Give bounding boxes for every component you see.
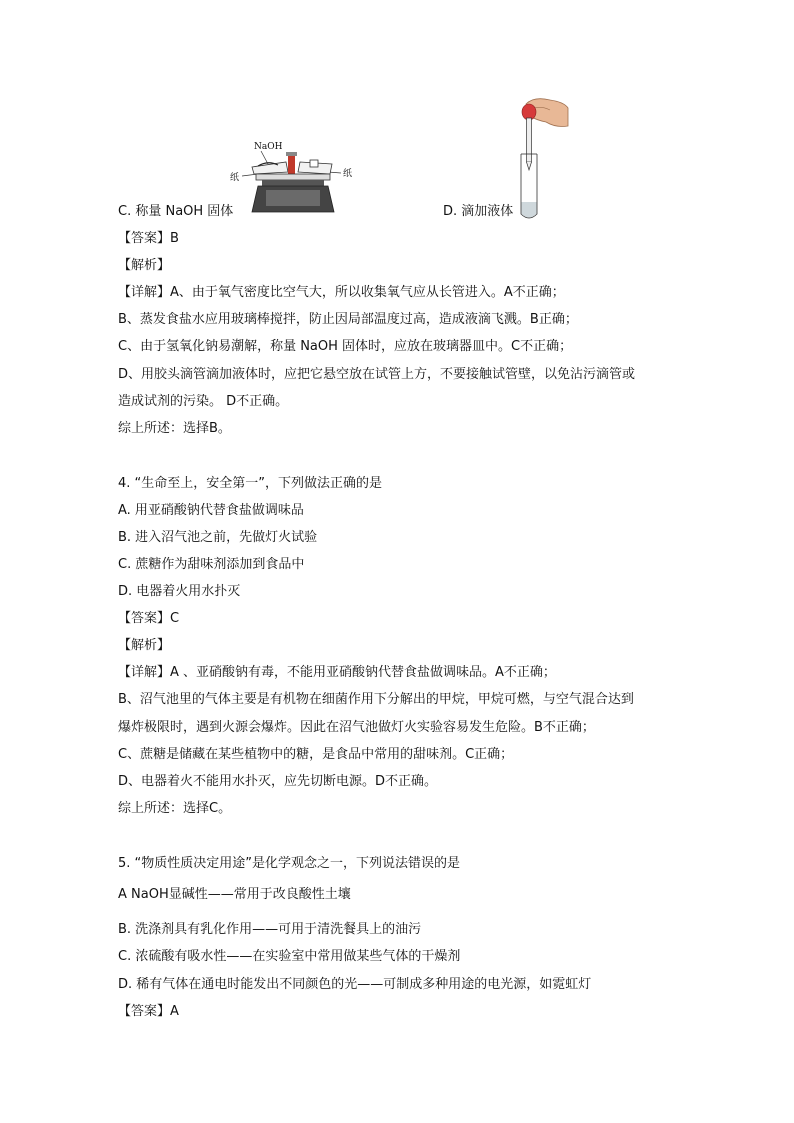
q3-detail-line: 【详解】A、由于氧气密度比空气大，所以收集氧气应从长管进入。A不正确； — [118, 285, 565, 300]
figure-c-caption: C. 称量 NaOH 固体 — [118, 204, 234, 219]
q4-detail-line: 【详解】A 、亚硝酸钠有毒，不能用亚硝酸钠代替食盐做调味品。A不正确； — [118, 665, 556, 680]
q5-option-a: A NaOH显碱性——常用于改良酸性土壤 — [118, 887, 351, 902]
figure-d-caption: D. 滴加液体 — [443, 204, 514, 219]
q5-option-b: B. 洗涤剂具有乳化作用——可用于清洗餐具上的油污 — [118, 922, 422, 937]
q3-detail-line: 造成试剂的污染。 D不正确。 — [118, 394, 289, 409]
naoh-label: NaOH — [254, 142, 283, 152]
q4-option-d: D. 电器着火用水扑灭 — [118, 584, 241, 599]
paper-label-left: 纸 — [230, 173, 240, 183]
q5-stem: 5. “物质性质决定用途”是化学观念之一，下列说法错误的是 — [118, 856, 461, 871]
q4-detail-line: 爆炸极限时，遇到火源会爆炸。因此在沼气池做灯火实验容易发生危险。B不正确； — [118, 720, 595, 735]
balance-figure — [228, 140, 358, 220]
q3-detail-line: D、用胶头滴管滴加液体时，应把它悬空放在试管上方，不要接触试管壁，以免沾污滴管或 — [118, 367, 636, 382]
q3-detail-line: B、蒸发食盐水应用玻璃棒搅拌，防止因局部温度过高，造成液滴飞溅。B正确； — [118, 312, 578, 327]
paper-label-right: 纸 — [343, 169, 353, 179]
q4-detail-line: C、蔗糖是储藏在某些植物中的糖，是食品中常用的甜味剂。C正确； — [118, 747, 514, 762]
q5-answer: 【答案】A — [118, 1004, 179, 1019]
q4-option-c: C. 蔗糖作为甜味剂添加到食品中 — [118, 557, 305, 572]
q3-analysis-heading: 【解析】 — [118, 258, 171, 273]
dropper-figure — [512, 96, 572, 224]
q4-summary: 综上所述：选择C。 — [118, 801, 232, 816]
q3-answer: 【答案】B — [118, 231, 179, 246]
q4-analysis-heading: 【解析】 — [118, 638, 171, 653]
q4-detail-line: D、电器着火不能用水扑灭，应先切断电源。D不正确。 — [118, 774, 438, 789]
q4-option-b: B. 进入沼气池之前，先做灯火试验 — [118, 530, 318, 545]
q3-detail-line: C、由于氢氧化钠易潮解，称量 NaOH 固体时，应放在玻璃器皿中。C不正确； — [118, 339, 573, 354]
q5-option-c: C. 浓硫酸有吸水性——在实验室中常用做某些气体的干燥剂 — [118, 949, 461, 964]
q5-option-d: D. 稀有气体在通电时能发出不同颜色的光——可制成多种用途的电光源，如霓虹灯 — [118, 977, 592, 992]
q4-answer: 【答案】C — [118, 611, 180, 626]
q4-detail-line: B、沼气池里的气体主要是有机物在细菌作用下分解出的甲烷，甲烷可燃，与空气混合达到 — [118, 692, 634, 707]
q3-summary: 综上所述：选择B。 — [118, 421, 231, 436]
q4-stem: 4. “生命至上，安全第一”，下列做法正确的是 — [118, 476, 383, 491]
q4-option-a: A. 用亚硝酸钠代替食盐做调味品 — [118, 503, 304, 518]
